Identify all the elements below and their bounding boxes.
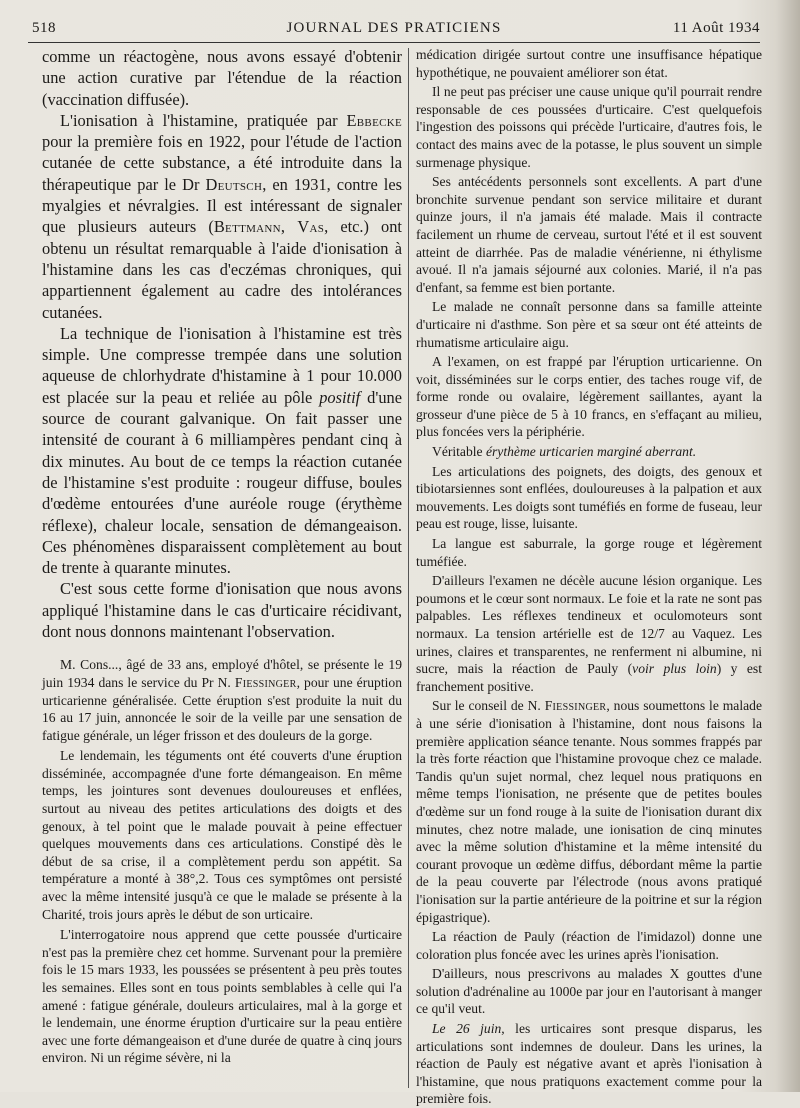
paragraph: Le lendemain, les téguments ont été couverts d'une éruption disséminée, accompagnée d'une forte démangeaison. En même temps, les jointures sont devenues douloureuses et enflées, surtout au niveau des petites articulations des doigts et des genoux, à tel point que le malade pouvait à peine effectuer quelques mouvements dans ces articulations. Constipé dès le début de sa crise, il a complètement perdu son appétit. Sa température a monté à 38°,2. Tous ces symptômes ont persisté avec la même intensité jusqu'à ce que le malade se présente à la Charité, trois jours après le début de son urticaire.: [42, 748, 402, 922]
emphasis: positif: [319, 387, 361, 407]
paragraph: Il ne peut pas préciser une cause unique qu'il pourrait rendre responsable de ces poussées d'urticaire. C'est quelquefois l'ingestion des poissons qui précède l'urticaire, d'autres fois, le contact des mains avec de la potasse, le plus souvent un simple surmenage physique.: [416, 84, 762, 170]
paragraph: [416, 572, 762, 695]
paragraph: L'interrogatoire nous apprend que cette poussée d'urticaire n'est pas la première chez cet homme. Survenant pour la première fois le 15 mars 1933, les poussées se présentent à peu près toutes les semaines. Elles sont en tous points semblables à celle qui l'a amené : fatigue générale, douleurs articulaires, mal à la gorge et le lendemain, une énorme éruption d'urticaire sur la peau entière avec une forte démangeaison et d'une durée de quatre à cinq jours environ. Ni un régime sévère, ni la: [42, 927, 402, 1066]
page-number: 518: [32, 20, 56, 36]
text-run: d'une source de courant galvanique. On fait passer une intensité de courant à 6 milliampères pendant cinq à dix minutes. Au bout de ce temps la réaction cutanée de l'histamine s'est produite : rougeur diffuse, boules d'œdème entourées d'une auréole rouge (érythème réflexe), chaleur locale, sensation de démangeaison. Ces phénomènes disparaissent complètement au bout de trente à quarante minutes.: [42, 387, 402, 578]
paragraph: [416, 1020, 762, 1108]
text-run: , pour une éruption urticarienne généralisée. Cette éruption s'est produite la nuit du 16 au 17 juin, annoncée le soir de la veille par une sensation de fatigue générale, un léger frisson et des douleurs de la gorge.: [42, 674, 402, 743]
paragraph: comme un réactogène, nous avons essayé d'obtenir une action curative par l'étendue de la réaction (vaccination diffusée).: [42, 47, 402, 109]
emphasis: voir plus loin: [632, 661, 717, 677]
text-run: , les urticaires sont presque disparus, les articulations sont indemnes de douleur. Dans les urines, la réaction de Pauly est négative avant et après l'ionisation à l'histamine, que nous pratiquons exactement comme pour la première fois.: [416, 1021, 762, 1107]
author-name: Fiessinger: [234, 674, 297, 690]
paragraph: Les articulations des poignets, des doigts, des genoux et tibiotarsiennes sont enflées, douloureuses à la palpation et aux mouvements. Les doigts sont tuméfiés en forme de fuseau, leur peau est rouge, lisse, luisante.: [416, 463, 762, 532]
issue-date: 11 Août 1934: [672, 20, 760, 36]
author-name: Bettmann, Vas: [213, 217, 325, 237]
paragraph: médication dirigée surtout contre une insuffisance hépatique hypothétique, ne pouvaient améliorer son état.: [416, 47, 762, 80]
paragraph: [42, 656, 402, 744]
paragraph: La langue est saburrale, la gorge rouge et légèrement tuméfiée.: [416, 536, 762, 569]
text-run: Sur le conseil de N.: [432, 698, 545, 714]
author-name: Fiessinger: [544, 698, 607, 714]
text-run: pour la première fois en 1922, pour l'étude de l'action cutanée de cette substance, a été introduite dans la thérapeutique par le Dr: [42, 132, 402, 194]
paragraph: Le malade ne connaît personne dans sa famille atteinte d'urticaire ni d'asthme. Son père et sa sœur ont été atteints de rhumatisme articulaire aigu.: [416, 299, 762, 350]
text-run: ) y est franchement positive.: [416, 661, 762, 694]
text-run: D'ailleurs l'examen ne décèle aucune lésion organique. Les poumons et le cœur sont normaux. Le foie et la rate ne sont pas palpables. Les réflexes tendineux et oculomoteurs sont normaux. La tension artérielle est de 12/7 au Vaquez. Les urines, claires et transparentes, ne renferment ni albumine, ni sucre, mais la réaction de Pauly (: [416, 573, 762, 677]
emphasis: érythème urticarien marginé aberrant.: [485, 444, 697, 460]
paragraph: [42, 110, 402, 323]
paragraph: C'est sous cette forme d'ionisation que nous avons appliqué l'histamine dans le cas d'urticaire récidivant, dont nous donnons maintenant l'observation.: [42, 579, 402, 642]
left-column: [42, 46, 402, 1084]
text-run: M. Cons..., âgé de 33 ans, employé d'hôtel, se présente le 19 juin 1934 dans le service du Pr N.: [42, 657, 402, 690]
text-run: La technique de l'ionisation à l'histamine est très simple. Une compresse trempée dans une solution aqueuse de chlorhydrate d'histamine à 1 pour 10.000 est placée sur la peau et reliée au pôle: [42, 323, 402, 407]
paragraph: D'ailleurs, nous prescrivons au malades X gouttes d'une solution d'adrénaline au 1000e par jour en l'autorisant à manger ce qu'il veut.: [416, 966, 762, 1017]
paragraph: [416, 697, 762, 926]
text-run: Véritable: [432, 444, 486, 460]
text-run: L'ionisation à l'histamine, pratiquée par: [60, 110, 347, 130]
right-column: [416, 46, 762, 1107]
emphasis: Le 26 juin: [432, 1021, 502, 1037]
column-divider: [408, 48, 409, 1088]
paragraph: A l'examen, on est frappé par l'éruption urticarienne. On voit, disséminées sur le corps entier, des taches rouge vif, de forme ronde ou ovalaire, légèrement saillantes, ayant la grosseur d'une pièce de 5 à 10 francs, en s'effaçant au milieu, plus foncées vers la périphérie.: [416, 354, 762, 440]
text-run: , nous soumettons le malade à une série d'ionisation à l'histamine, dont nous faisons la première application séance tenante. Nous sommes frappés par la très forte réaction que l'histamine provoque chez ce malade. Tandis qu'un sujet normal, chez lequel nous pratiquons en même temps l'ionisation, ne présente que de petites boules d'œdème sur un fond rouge à la suite de l'ionisation durant dix minutes, chez notre malade, une ionisation de cinq minutes avec la même solution d'histamine et la même intensité du courant provoque un œdème diffus, débordant même la partie de la peau couverte par l'électrode (nous avons pratiqué l'ionisation sur la partie antérieure de la poitrine et sur la région épigastrique).: [416, 698, 762, 925]
observation-text: [42, 656, 402, 1067]
journal-title: JOURNAL DES PRATICIENS: [286, 20, 502, 36]
main-text: [42, 46, 402, 642]
paragraph: Ses antécédents personnels sont excellents. A part d'une bronchite survenue pendant son service militaire et durant quinze jours, il n'a jamais été malade. Mais il contracte facilement un rhume de cerveau, surtout l'été et il est souvent atteint de diarrhée. Pas de maladie vénérienne, ni éthylisme avoué. Il n'a jamais séjourné aux colonies. Marié, il n'a pas d'enfant, sa femme est bien portante.: [416, 174, 762, 295]
paragraph: La réaction de Pauly (réaction de l'imidazol) donne une coloration plus foncée avec les urines après l'ionisation.: [416, 929, 762, 962]
author-name: Ebbecke: [346, 110, 402, 130]
page-header: [28, 14, 760, 43]
paragraph: [416, 443, 762, 461]
author-name: Deutsch: [205, 174, 263, 194]
text-run: , en 1931, contre les myalgies et névralgies. Il est intéressant de signaler que plusieurs auteurs (: [42, 174, 403, 237]
paragraph: [42, 323, 402, 579]
text-run: , etc.) ont obtenu un résultat remarquable à l'aide d'ionisation à l'histamine dans les cas d'eczémas chroniques, qui appartiennent également au cadre des intolérances cutanées.: [42, 217, 402, 322]
